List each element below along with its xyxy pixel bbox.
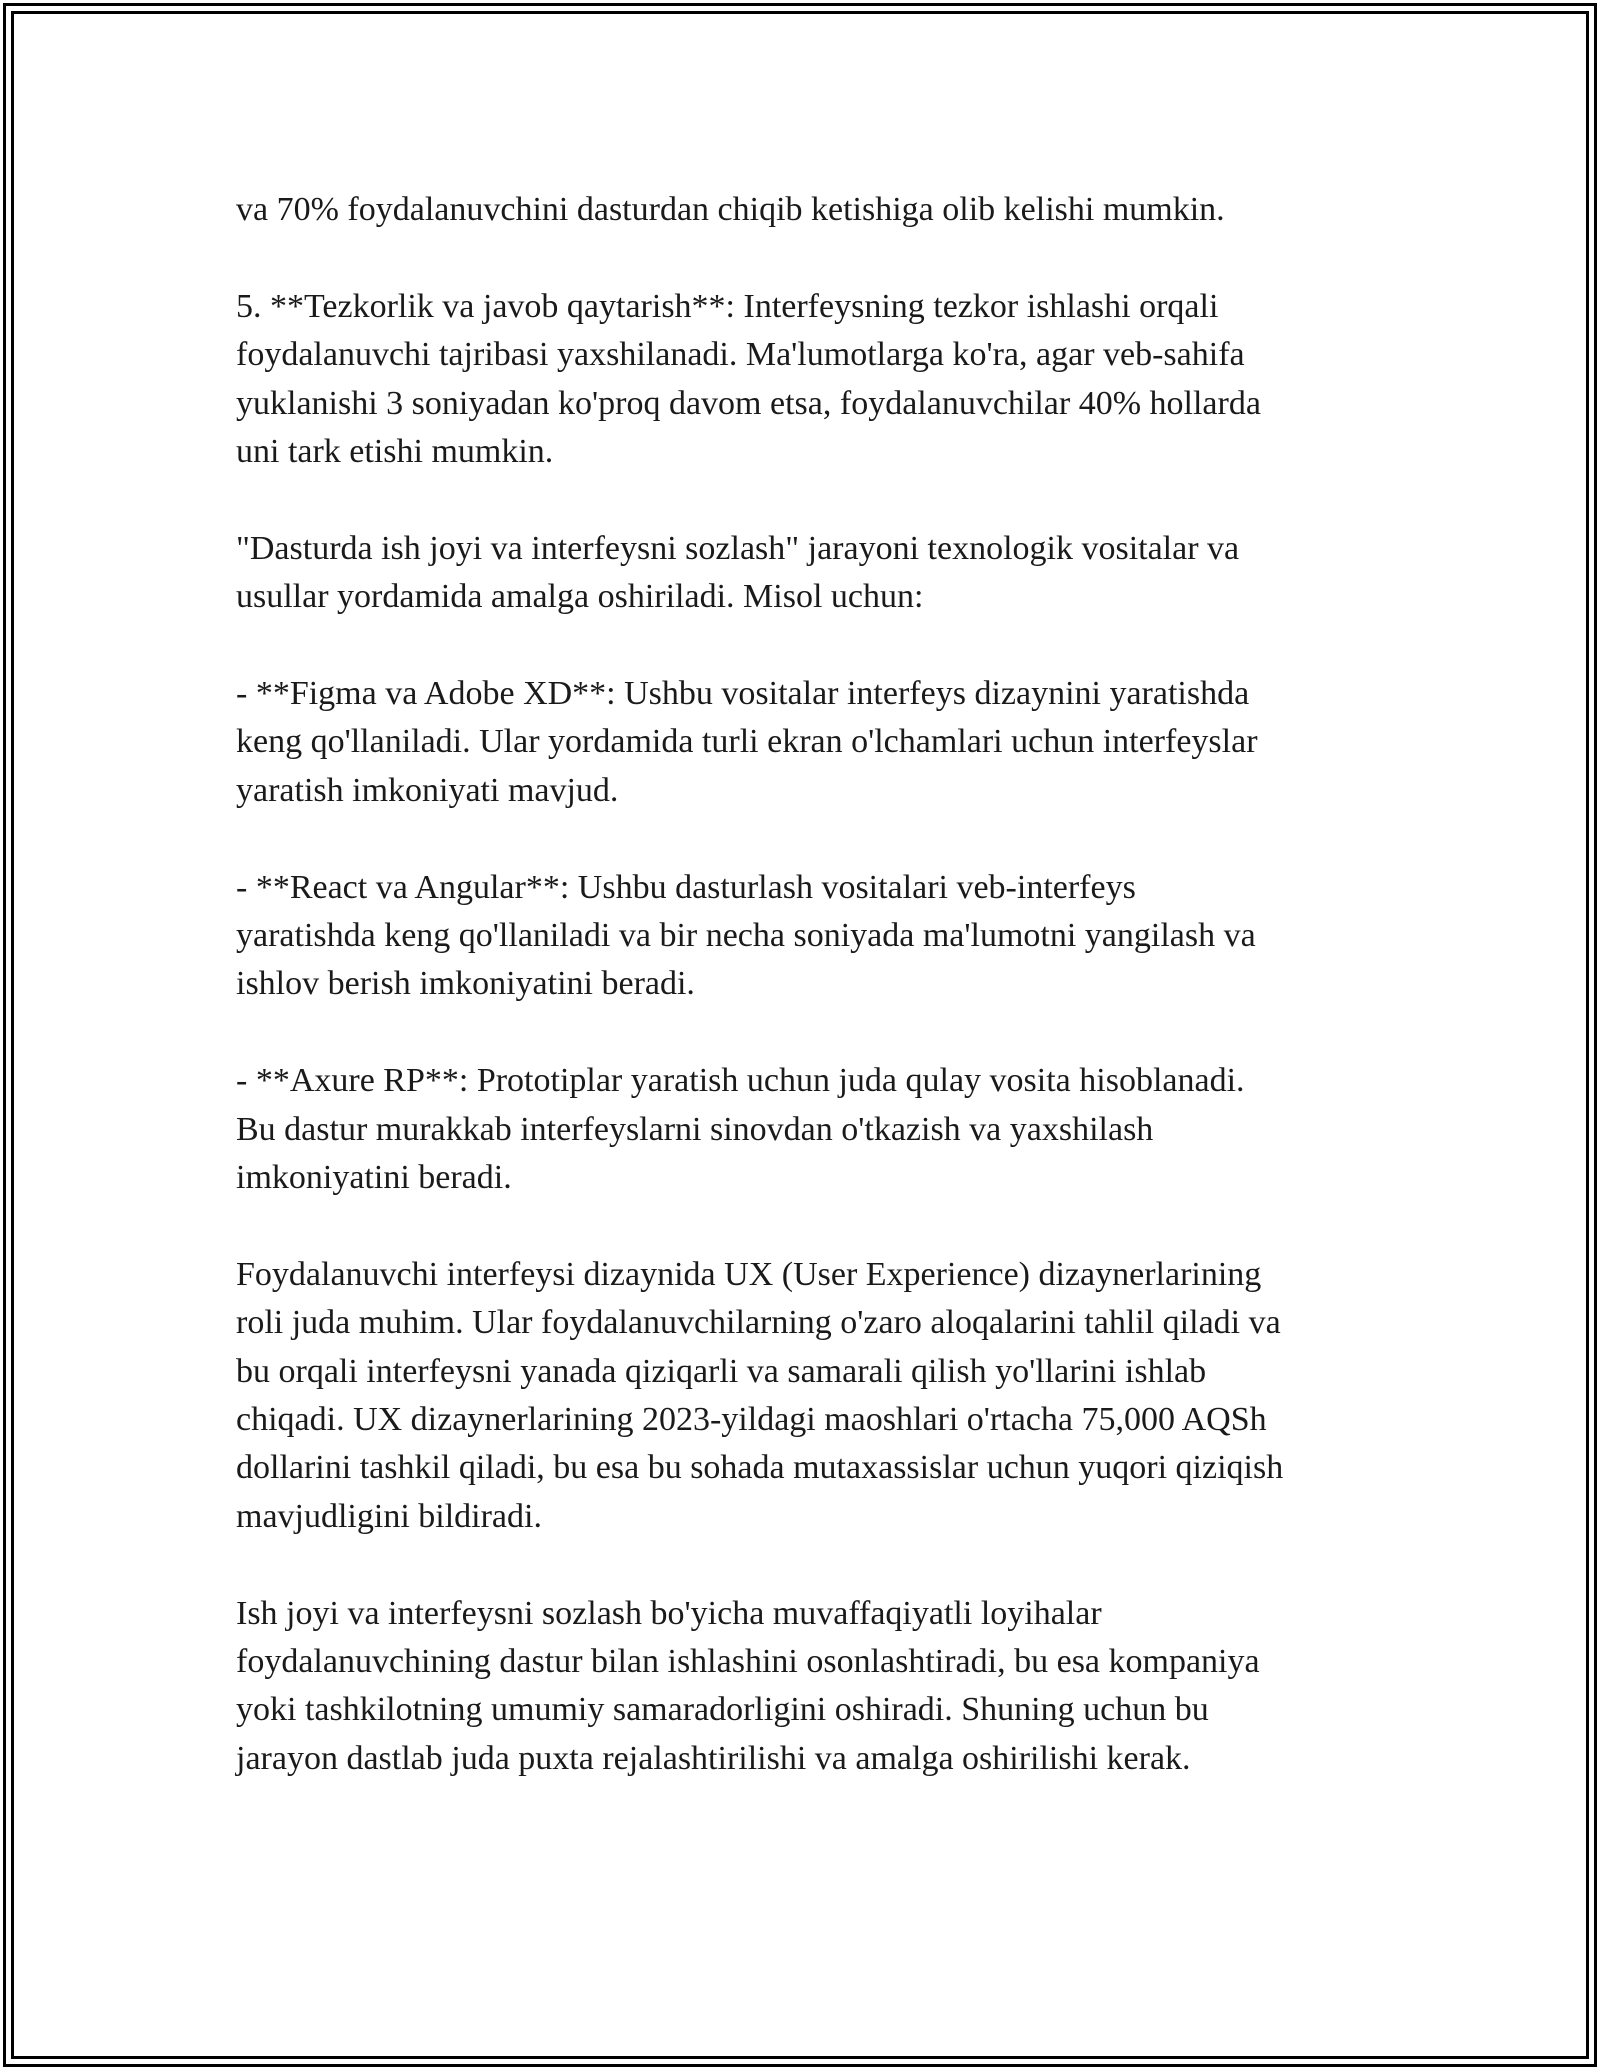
paragraph-conclusion: Ish joyi va interfeysni sozlash bo'yicha muvaffaqiyatli loyihalar foydalanuvchining dastur bilan ishlashini osonlashtiradi, bu esa kompaniya yoki tashkilotning umumiy samaradorligini oshiradi. Shuning uchun bu jarayon dastlab juda puxta rejalashtirilishi va amalga oshirilishi kerak. xyxy=(236,1594,1260,1777)
paragraph-figma-xd: - **Figma va Adobe XD**: Ushbu vositalar interfeys dizaynini yaratishda keng qo'llaniladi. Ular yordamida turli ekran o'lchamlari uchun interfeyslar yaratish imkoniyati mavjud. xyxy=(236,675,1258,809)
document-body xyxy=(236,186,1376,1832)
paragraph-react-angular: - **React va Angular**: Ushbu dasturlash vositalari veb-interfeys yaratishda keng qo'llaniladi va bir necha soniyada ma'lumotni yangilash va ishlov berish imkoniyatini beradi. xyxy=(236,868,1256,1003)
paragraph-ux-designers: Foydalanuvchi interfeysi dizaynida UX (User Experience) dizaynerlarining roli juda muhim. Ular foydalanuvchilarning o'zaro aloqalarini tahlil qiladi va bu orqali interfeysni yanada qiziqarli va samarali qilish yo'llarini ishlab chiqadi. UX dizaynerlarining 2023-yildagi maoshlari o'rtacha 75,000 AQSh dollarini tashkil qiladi, bu esa bu sohada mutaxassislar uchun yuqori qiziqish mavjudligini bildiradi. xyxy=(236,1255,1284,1535)
paragraph-axure: - **Axure RP**: Prototiplar yaratish uchun juda qulay vosita hisoblanadi. Bu dastur murakkab interfeyslarni sinovdan o'tkazish va yaxshilash imkoniyatini beradi. xyxy=(236,1062,1245,1197)
paragraph-speed-response: 5. **Tezkorlik va javob qaytarish**: Interfeysning tezkor ishlashi orqali foydalanuvchi tajribasi yaxshilanadi. Ma'lumotlarga ko'ra, agar veb-sahifa yuklanishi 3 soniyadan ko'proq davom etsa, foydalanuvchilar 40% hollarda uni tark etishi mumkin. xyxy=(236,287,1261,471)
paragraph-continuation: va 70% foydalanuvchini dasturdan chiqib ketishiga olib kelishi mumkin. xyxy=(236,191,1225,228)
paragraph-tools-intro: "Dasturda ish joyi va interfeysni sozlash" jarayoni texnologik vositalar va usullar yordamida amalga oshiriladi. Misol uchun: xyxy=(236,529,1240,616)
